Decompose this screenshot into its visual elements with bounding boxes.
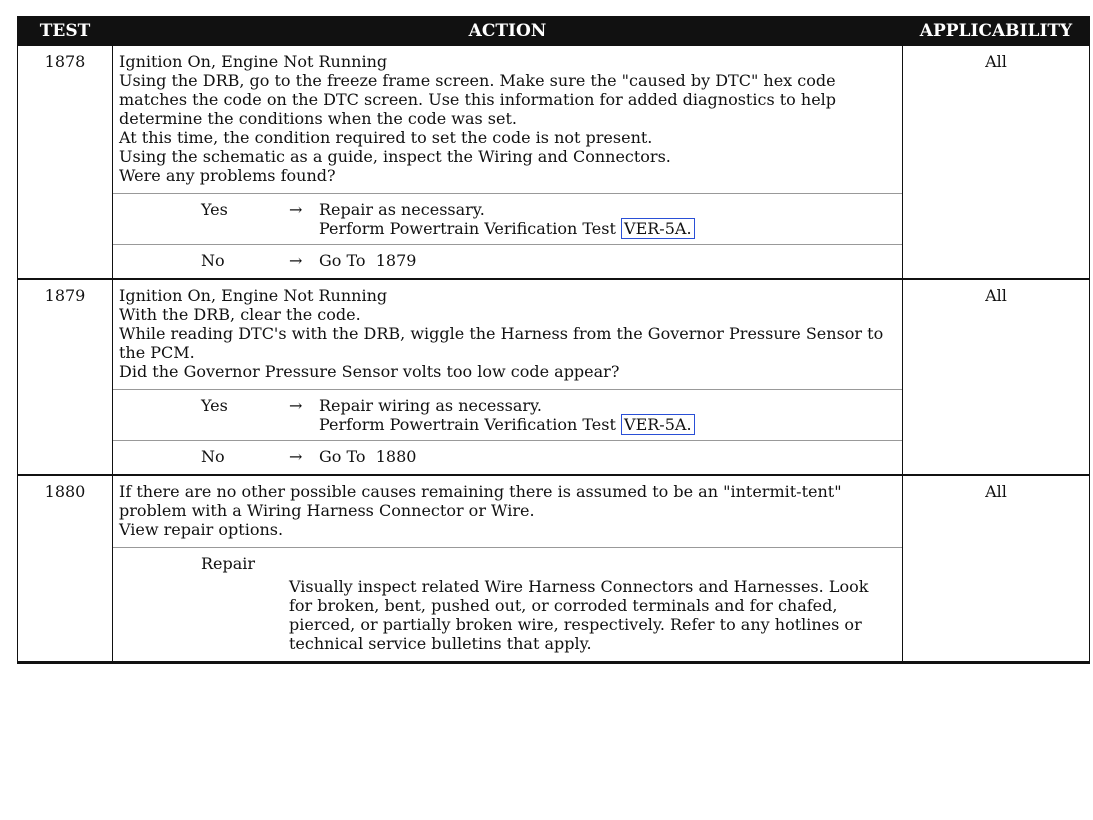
table-row — [18, 46, 1090, 280]
arrow-icon: → — [289, 447, 303, 466]
no-choice — [113, 440, 902, 466]
action-line: If there are no other possible causes remaining there is assumed to be an "intermit-tent" problem with a Wiring Harness Connector or Wire. — [119, 482, 842, 520]
no-choice — [113, 244, 902, 270]
action-cell — [113, 475, 903, 663]
action-line: Ignition On, Engine Not Running — [119, 52, 388, 71]
test-number: 1879 — [18, 279, 113, 475]
action-line: While reading DTC's with the DRB, wiggle the Harness from the Governor Pressure Sensor to the PCM. — [119, 324, 884, 362]
yes-line1: Repair wiring as necessary. — [319, 396, 543, 415]
action-line: Ignition On, Engine Not Running — [119, 286, 388, 305]
header-row — [18, 17, 1090, 46]
action-line: View repair options. — [119, 520, 284, 539]
verification-test-link[interactable]: VER-5A. — [621, 414, 695, 435]
action-line: Using the DRB, go to the freeze frame screen. Make sure the "caused by DTC" hex code matches the code on the DTC screen. Use this information for added diagnostics to help determine the conditions when the code was set. — [119, 71, 837, 128]
test-number: 1878 — [18, 46, 113, 280]
yes-line2: Perform Powertrain Verification Test — [319, 415, 616, 434]
header-applicability: APPLICABILITY — [903, 17, 1090, 46]
action-line: Did the Governor Pressure Sensor volts too low code appear? — [119, 362, 620, 381]
action-line: Were any problems found? — [119, 166, 336, 185]
no-label: No — [201, 447, 225, 466]
applicability-value: All — [903, 46, 1090, 280]
yes-label: Yes — [201, 396, 228, 415]
action-cell — [113, 46, 903, 280]
diagnostic-table-sheet — [17, 16, 1089, 664]
repair-instructions: Visually inspect related Wire Harness Connectors and Harnesses. Look for broken, bent, pushed out, or corroded terminals and for chafed, pierced, or partially broken wire, respectively. Refer to any hotlines or technical service bulletins that apply. — [289, 577, 869, 653]
applicability-value: All — [903, 279, 1090, 475]
action-cell — [113, 279, 903, 475]
no-label: No — [201, 251, 225, 270]
arrow-icon: → — [289, 251, 303, 270]
yes-label: Yes — [201, 200, 228, 219]
diagnostic-table — [17, 16, 1090, 664]
action-line: With the DRB, clear the code. — [119, 305, 361, 324]
yes-choice — [113, 193, 902, 238]
table-row — [18, 279, 1090, 475]
action-line: At this time, the condition required to set the code is not present. — [119, 128, 653, 147]
table-row — [18, 475, 1090, 663]
arrow-icon: → — [289, 200, 303, 219]
no-goto: Go To 1879 — [319, 251, 417, 270]
yes-choice — [113, 389, 902, 434]
yes-line1: Repair as necessary. — [319, 200, 485, 219]
no-goto: Go To 1880 — [319, 447, 417, 466]
verification-test-link[interactable]: VER-5A. — [621, 218, 695, 239]
arrow-icon: → — [289, 396, 303, 415]
test-number: 1880 — [18, 475, 113, 663]
yes-line2: Perform Powertrain Verification Test — [319, 219, 616, 238]
header-test: TEST — [18, 17, 113, 46]
repair-label: Repair — [201, 554, 256, 573]
repair-choice — [113, 547, 902, 653]
header-action: ACTION — [113, 17, 903, 46]
action-line: Using the schematic as a guide, inspect the Wiring and Connectors. — [119, 147, 671, 166]
applicability-value: All — [903, 475, 1090, 663]
